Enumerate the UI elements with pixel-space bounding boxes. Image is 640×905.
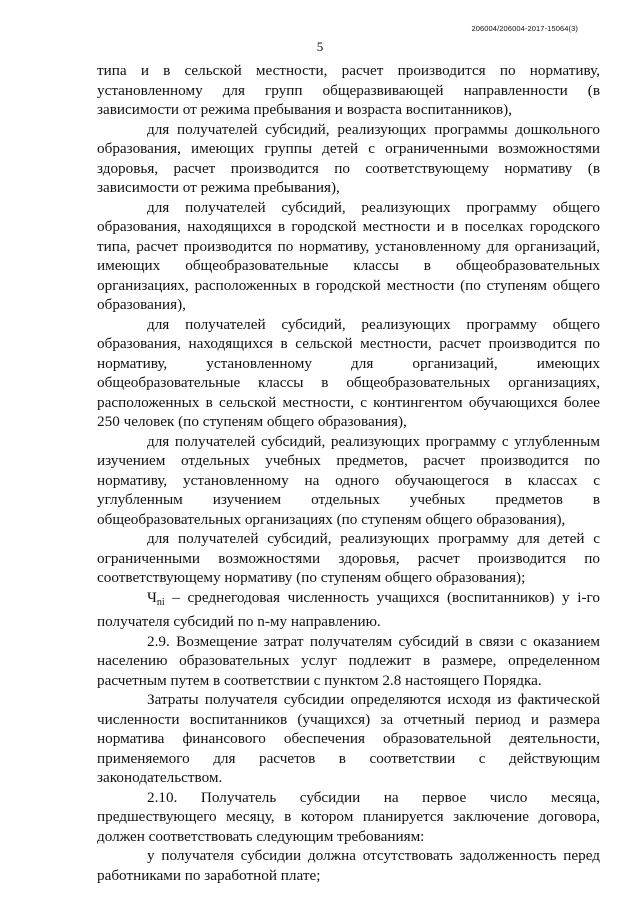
paragraph: у получателя субсидии должна отсутствовать задолженность перед работниками по заработной плате; [97,847,600,884]
clause-2-10: 2.10. Получатель субсидии на первое число месяца, предшествующего месяцу, в котором планируется заключение договора, должен соответствовать следующим требованиям: [97,788,600,845]
variable-description: – среднегодовая численность учащихся (воспитанников) у i-го получателя субсидий по n-му направлению. [97,588,600,630]
page-number: 5 [316,39,324,54]
paragraph: для получателей субсидий, реализующих программу общего образования, находящихся в городской местности и в поселках городского типа, расчет производится по нормативу, установленному для организаций, имеющих общеобразовательные классы в общеобразовательных организациях, расположенных в городской местности (по ступеням общего образования), [97,198,600,313]
document-id: 206004/206004-2017-15064(3) [471,24,578,33]
paragraph: для получателей субсидий, реализующих программы дошкольного образования, имеющих группы детей с ограниченными возможностями здоровья, расчет производится по соответствующему нормативу (в зависимости от режима пребывания), [97,120,600,196]
paragraph: Затраты получателя субсидии определяются исходя из фактической численности воспитанников (учащихся) за отчетный период и размера норматива финансового обеспечения образовательной деятельности, применяемого для расчетов в соответствии с действующим законодательством. [97,691,600,786]
clause-2-9: 2.9. Возмещение затрат получателям субсидий в связи с оказанием населению образовательных услуг подлежит в размере, определенном расчетным путем в соответствии с пунктом 2.8 настоящего Порядка. [97,632,600,689]
variable-subscript: ni [156,596,165,608]
paragraph: для получателей субсидий, реализующих программу с углубленным изучением отдельных учебных предметов, расчет производится по нормативу, установленному на одного обучающегося в классах с углубленным изучением отдельных учебных предметов в общеобразовательных организациях (по ступеням общего образования), [97,432,600,528]
variable-symbol: Ч [147,588,157,606]
paragraph: для получателей субсидий, реализующих программу общего образования, находящихся в сельской местности, расчет производится по нормативу, установленному для организаций, имеющих общеобразовательные классы в общеобразовательных организациях, расположенных в сельской местности, с контингентом обучающихся более 250 человек (по ступеням общего образования), [97,315,600,430]
paragraph-continuation: типа и в сельской местности, расчет производится по нормативу, установленному для групп общеразвивающей направленности (в зависимости от режима пребывания и возраста воспитанников), [97,62,600,118]
paragraph: для получателей субсидий, реализующих программу для детей с ограниченными возможностями здоровья, расчет производится по соответствующему нормативу (по ступеням общего образования); [97,530,600,586]
document-body [97,61,600,885]
formula-variable-definition [97,588,600,632]
